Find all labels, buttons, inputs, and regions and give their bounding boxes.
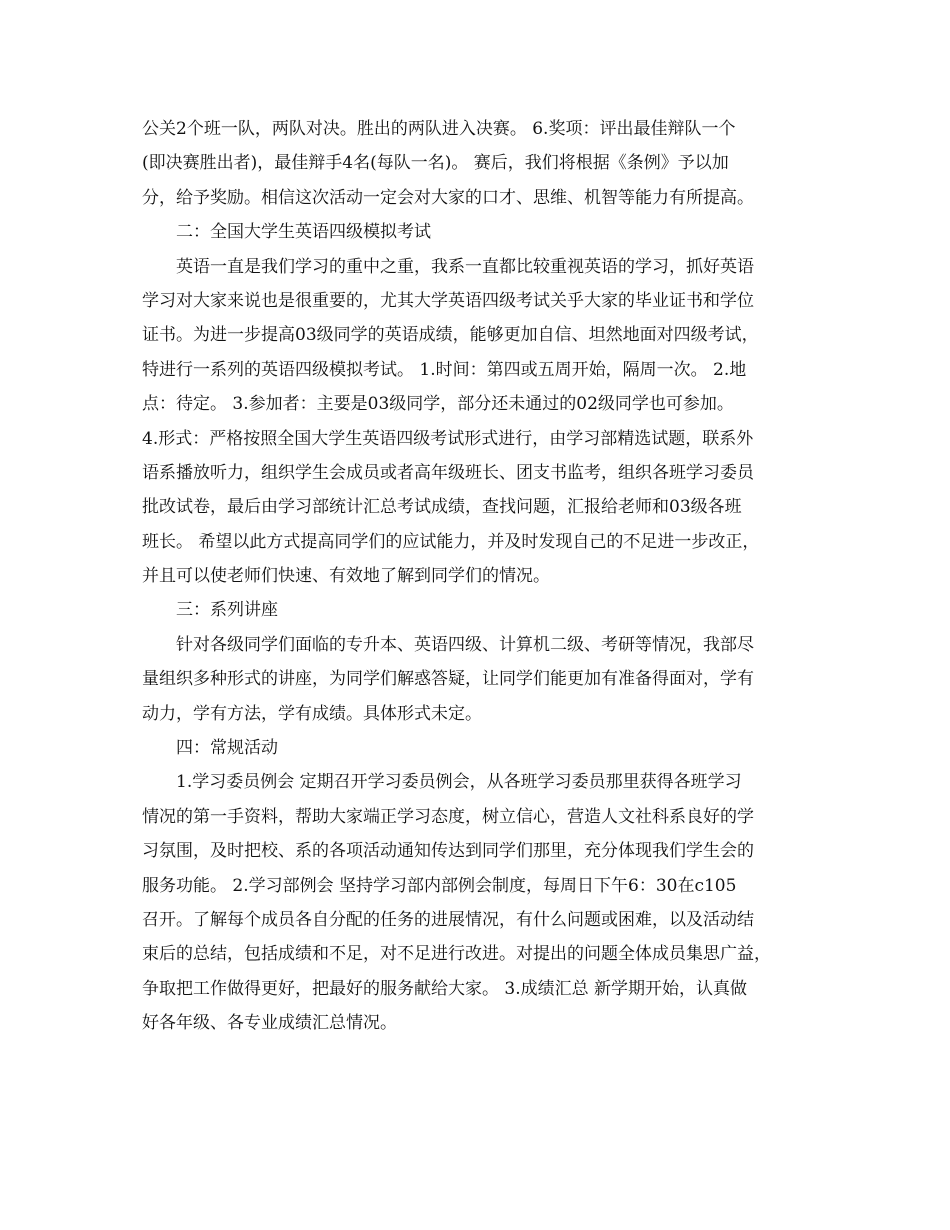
text-line: 语系播放听力，组织学生会成员或者高年级班长、团支书监考，组织各班学习委员 — [142, 462, 754, 483]
text-line: 批改试卷，最后由学习部统计汇总考试成绩，查找问题，汇报给老师和03级各班 — [142, 497, 742, 518]
text-line: 量组织多种形式的讲座，为同学们解惑答疑，让同学们能更加有准备得面对，学有 — [142, 669, 754, 690]
text-line: 分，给予奖励。相信这次活动一定会对大家的口才、思维、机智等能力有所提高。 — [142, 187, 754, 208]
text-line: 好各年级、各专业成绩汇总情况。 — [142, 1013, 397, 1034]
text-line: 情况的第一手资料，帮助大家端正学习态度，树立信心，营造人文社科系良好的学 — [142, 806, 754, 827]
text-line: 证书。为进一步提高03级同学的英语成绩，能够更加自信、坦然地面对四级考试， — [142, 325, 759, 346]
text-line: 四：常规活动 — [176, 738, 278, 759]
text-line: 班长。 希望以此方式提高同学们的应试能力，并及时发现自己的不足进一步改正， — [142, 531, 760, 552]
text-line: 学习对大家来说也是很重要的，尤其大学英语四级考试关乎大家的毕业证书和学位 — [142, 290, 754, 311]
text-line: 针对各级同学们面临的专升本、英语四级、计算机二级、考研等情况，我部尽 — [176, 634, 754, 655]
text-line: 习氛围，及时把校、系的各项活动通知传达到同学们那里，充分体现我们学生会的 — [142, 841, 754, 862]
text-line: 召开。了解每个成员各自分配的任务的进展情况，有什么问题或困难，以及活动结 — [142, 909, 754, 930]
text-line: 并且可以使老师们快速、有效地了解到同学们的情况。 — [142, 566, 550, 587]
text-line: 1.学习委员例会 定期召开学习委员例会，从各班学习委员那里获得各班学习 — [176, 772, 742, 793]
text-line: 英语一直是我们学习的重中之重，我系一直都比较重视英语的学习，抓好英语 — [176, 256, 754, 277]
text-line: 三：系列讲座 — [176, 600, 278, 621]
text-line: 束后的总结，包括成绩和不足，对不足进行改进。对提出的问题全体成员集思广益， — [142, 944, 771, 965]
text-line: 争取把工作做得更好，把最好的服务献给大家。 3.成绩汇总 新学期开始，认真做 — [142, 978, 748, 999]
text-line: 二：全国大学生英语四级模拟考试 — [176, 222, 431, 243]
text-line: 动力，学有方法，学有成绩。具体形式未定。 — [142, 703, 482, 724]
text-line: 点：待定。 3.参加者：主要是03级同学，部分还未通过的02级同学也可参加。 — [142, 394, 734, 415]
text-line: 公关2个班一队，两队对决。胜出的两队进入决赛。 6.奖项：评出最佳辩队一个 — [142, 119, 736, 139]
text-line: (即决赛胜出者)，最佳辩手4名(每队一名)。 赛后，我们将根据《条例》予以加 — [142, 153, 729, 174]
document-body — [142, 112, 812, 1041]
text-line: 服务功能。 2.学习部例会 坚持学习部内部例会制度，每周日下午6：30在c105 — [142, 875, 737, 896]
text-line: 4.形式：严格按照全国大学生英语四级考试形式进行，由学习部精选试题，联系外 — [142, 428, 754, 449]
text-line: 特进行一系列的英语四级模拟考试。 1.时间：第四或五周开始，隔周一次。 2.地 — [142, 359, 747, 380]
